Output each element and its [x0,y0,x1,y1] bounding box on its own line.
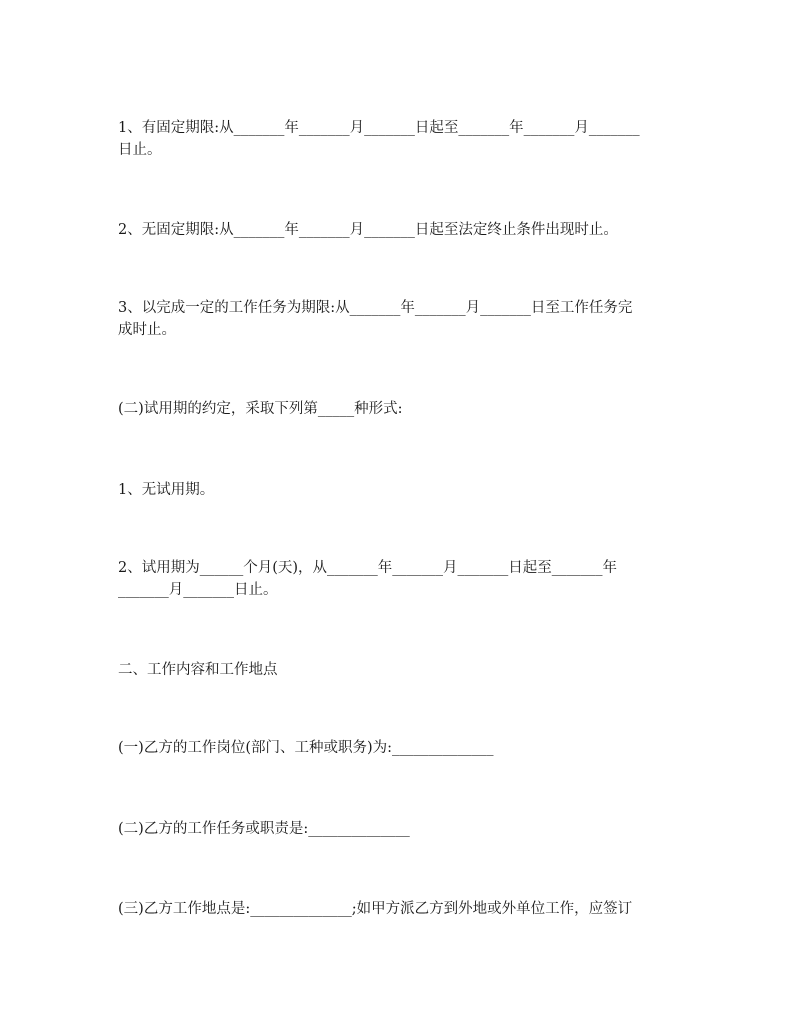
text-line: 2、无固定期限:从_______年_______月_______日起至法定终止条件出现时止。 [118,222,618,238]
text-line: (二)试用期的约定，采取下列第_____种形式: [118,401,403,417]
paragraph-no-probation [118,479,684,501]
paragraph-open-term [118,219,684,241]
text-line: _______月_______日止。 [118,582,278,598]
text-line: 日止。 [118,142,162,158]
paragraph-job-position [118,737,684,759]
paragraph-job-duties [118,818,684,840]
text-line: 成时止。 [118,322,176,338]
paragraph-work-location [118,898,684,920]
text-line: (三)乙方工作地点是:______________;如甲方派乙方到外地或外单位工作，应签订 [118,901,633,917]
text-line: (二)乙方的工作任务或职责是:______________ [118,821,410,837]
text-line: 1、有固定期限:从_______年_______月_______日起至_______年_______月_______ [118,120,640,136]
paragraph-probation-heading [118,398,684,420]
paragraph-probation-period [118,557,684,601]
text-line: 3、以完成一定的工作任务为期限:从_______年_______月_______日至工作任务完 [118,300,633,316]
text-line: (一)乙方的工作岗位(部门、工种或职务)为:______________ [118,740,494,756]
section-heading-work-content [118,659,684,681]
text-line: 1、无试用期。 [118,482,215,498]
text-line: 二、工作内容和工作地点 [118,662,278,678]
paragraph-fixed-term [118,117,684,161]
paragraph-task-term [118,297,684,341]
text-line: 2、试用期为______个月(天)，从_______年_______月_______日起至_______年 [118,560,618,576]
